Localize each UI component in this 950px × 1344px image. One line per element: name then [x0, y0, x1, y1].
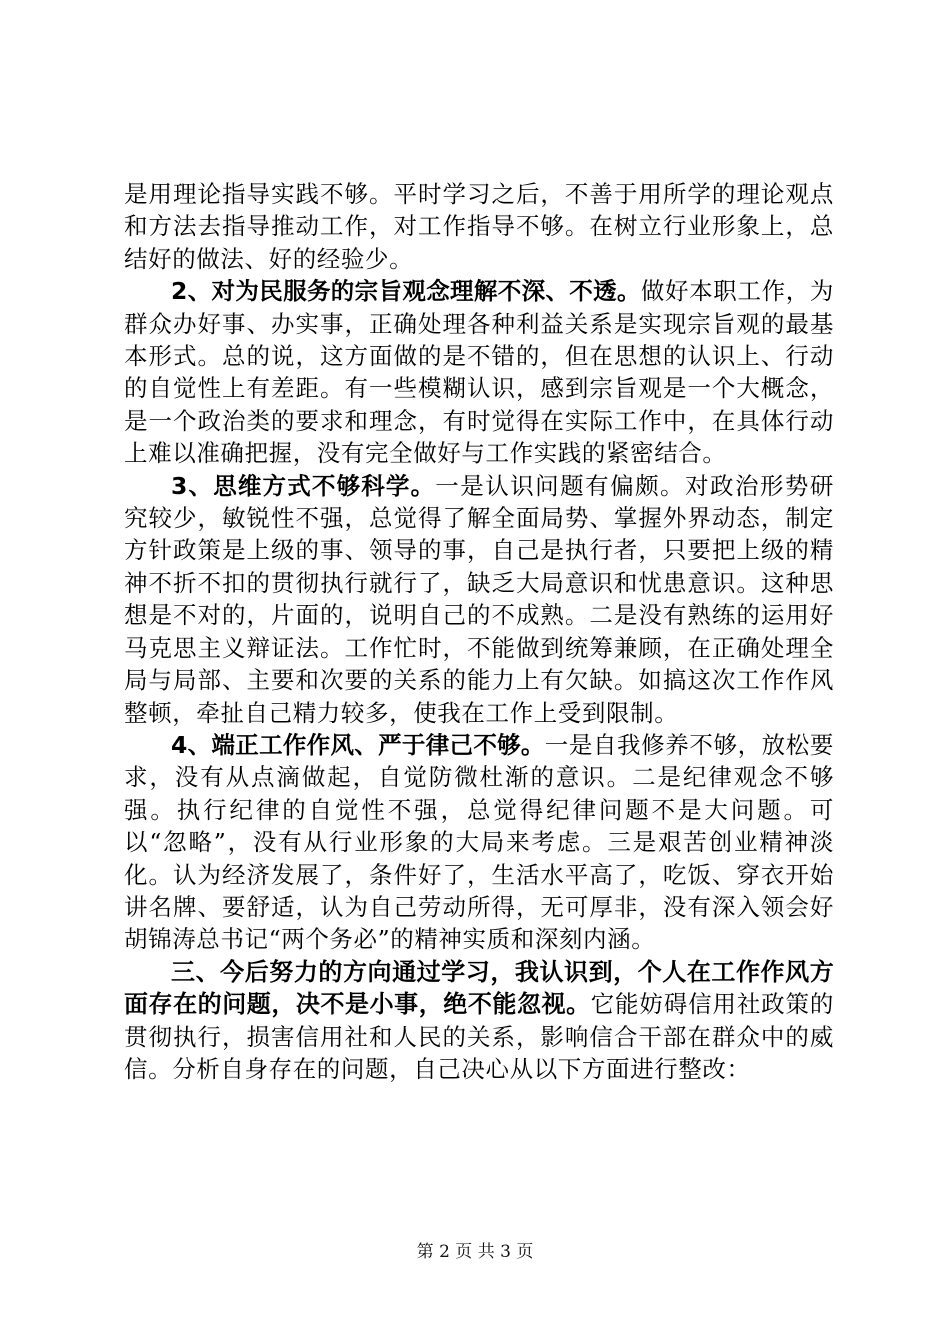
- page-footer: [0, 1237, 950, 1262]
- paragraph-3-lead: 3、思维方式不够科学。: [171, 471, 436, 500]
- page-number-label: 第 2 页 共 3 页: [416, 1242, 534, 1262]
- paragraph-5-lead: 三、今后努力的方向通过学习，我认识到，个人在工作作风方面存在的问题，决不是小事，绝不能忽视。: [124, 957, 834, 1019]
- paragraph-3: [124, 470, 834, 729]
- paragraph-2-lead: 2、对为民服务的宗旨观念理解不深、不透。: [171, 277, 641, 306]
- paragraph-2-text: 做好本职工作，为群众办好事、办实事，正确处理各种利益关系是实现宗旨观的最基本形式。总的说，这方面做的是不错的，但在思想的认识上、行动的自觉性上有差距。有一些模糊认识，感到宗旨观是一个大概念，是一个政治类的要求和理念，有时觉得在实际工作中，在具体行动上难以准确把握，没有完全做好与工作实践的紧密结合。: [124, 277, 834, 468]
- paragraph-4-lead: 4、端正工作作风、严于律己不够。: [171, 730, 545, 759]
- paragraph-5: [124, 956, 834, 1086]
- paragraph-1-text: 是用理论指导实践不够。平时学习之后，不善于用所学的理论观点和方法去指导推动工作，对工作指导不够。在树立行业形象上，总结好的做法、好的经验少。: [124, 180, 834, 273]
- document-body: [124, 178, 834, 1085]
- paragraph-1: [124, 178, 834, 275]
- paragraph-3-text: 一是认识问题有偏颇。对政治形势研究较少，敏锐性不强，总觉得了解全面局势、掌握外界动态，制定方针政策是上级的事、领导的事，自己是执行者，只要把上级的精神不折不扣的贯彻执行就行了，缺乏大局意识和忧患意识。这种思想是不对的，片面的，说明自己的不成熟。二是没有熟练的运用好马克思主义辩证法。工作忙时，不能做到统筹兼顾，在正确处理全局与局部、主要和次要的关系的能力上有欠缺。如搞这次工作作风整顿，牵扯自己精力较多，使我在工作上受到限制。: [124, 471, 834, 727]
- paragraph-5-text: 它能妨碍信用社政策的贯彻执行，损害信用社和人民的关系，影响信合干部在群众中的威信。分析自身存在的问题，自己决心从以下方面进行整改：: [124, 990, 835, 1083]
- paragraph-2: [124, 275, 834, 469]
- paragraph-4: [124, 729, 834, 956]
- paragraph-4-text: 一是自我修养不够，放松要求，没有从点滴做起，自觉防微杜渐的意识。二是纪律观念不够强。执行纪律的自觉性不强，总觉得纪律问题不是大问题。可以“忽略”，没有从行业形象的大局来考虑。三是艰苦创业精神淡化。认为经济发展了，条件好了，生活水平高了，吃饭、穿衣开始讲名牌、要舒适，认为自己劳动所得，无可厚非，没有深入领会好胡锦涛总书记“两个务必”的精神实质和深刻内涵。: [124, 730, 834, 954]
